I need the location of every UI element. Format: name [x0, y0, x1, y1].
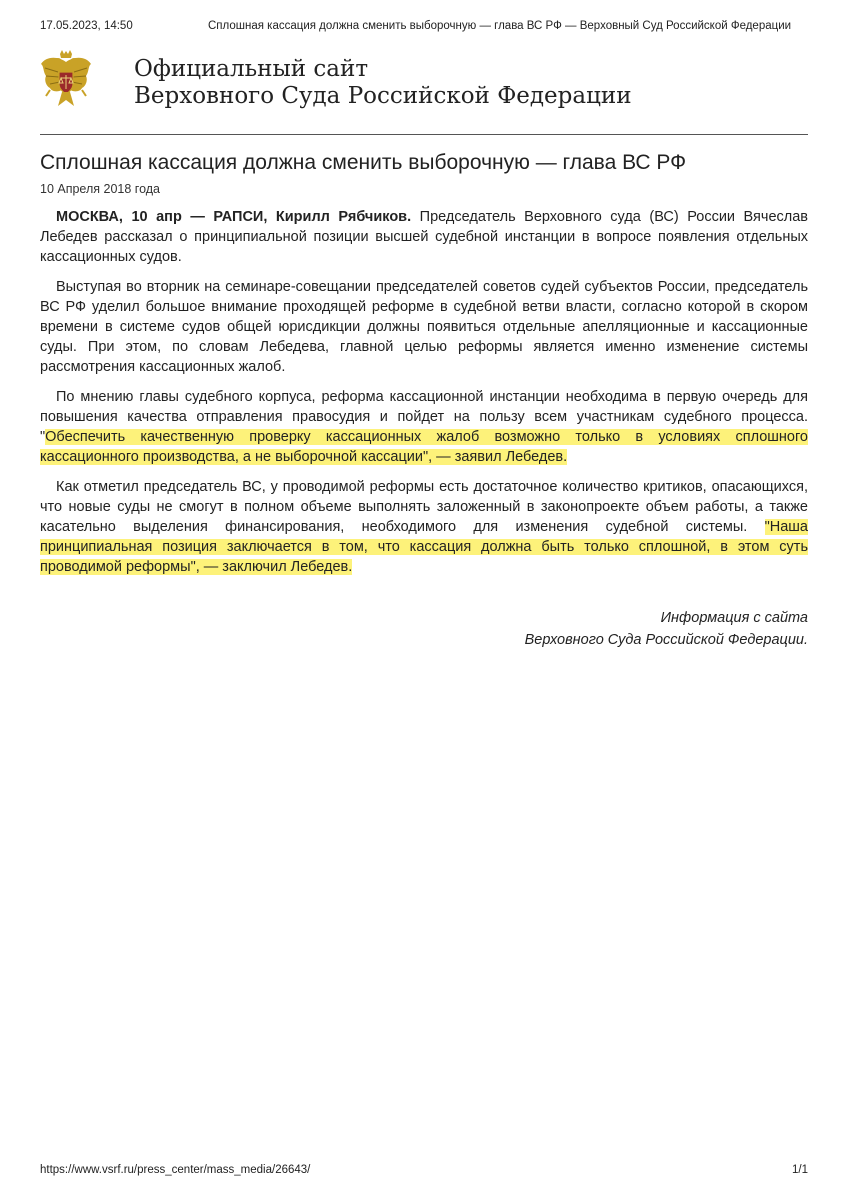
- coat-of-arms-icon: [40, 50, 92, 112]
- paragraph-1: [40, 207, 808, 267]
- paragraph-2: Выступая во вторник на семинаре-совещании председателей советов судей субъектов России, председатель ВС РФ уделил большое внимание проходящей реформе в судебной ветви власти, согласно которой в скором времени в системе судов общей юрисдикции должны появиться отдельные апелляционные и кассационные суды. При этом, по словам Лебедева, главной целью реформы является именно изменение системы рассмотрения кассационных жалоб.: [40, 279, 808, 375]
- highlighted-quote-1: Обеспечить качественную проверку кассационных жалоб возможно только в условиях сплошного кассационного производства, а не выборочной кассации", — заявил Лебедев.: [40, 429, 808, 465]
- print-datetime: 17.05.2023, 14:50: [40, 20, 133, 32]
- article-date: 10 Апреля 2018 года: [40, 182, 160, 196]
- paragraph-3-text: По мнению главы судебного корпуса, реформа кассационной инстанции необходима в первую очередь для повышения качества отправления правосудия и пойдет на пользу всем участникам судебного процесса. ": [40, 389, 808, 445]
- paragraph-1-text: Председатель Верховного суда (ВС) России Вячеслав Лебедев рассказал о принципиальной позиции высшей судебной инстанции в вопросе появления отдельных кассационных судов.: [40, 209, 809, 265]
- highlighted-quote-2: "Наша принципиальная позиция заключается в том, что кассация должна быть только сплошной, в этом суть проводимой реформы", — заключил Лебедев.: [40, 519, 808, 575]
- article-title: Сплошная кассация должна сменить выборочную — глава ВС РФ: [40, 151, 687, 174]
- paragraph-lead: МОСКВА, 10 апр — РАПСИ, Кирилл Рябчиков.: [56, 209, 412, 225]
- print-url: https://www.vsrf.ru/press_center/mass_media/26643/: [40, 1164, 311, 1176]
- source-note-line1: Информация с сайта: [660, 610, 808, 626]
- print-page-title: Сплошная кассация должна сменить выборочную — глава ВС РФ — Верховный Суд Российской Федерации: [208, 20, 792, 32]
- source-note-line2: Верховного Суда Российской Федерации.: [524, 632, 808, 648]
- print-page-number: 1/1: [792, 1164, 808, 1176]
- site-title: [134, 56, 632, 110]
- source-note: [525, 607, 808, 651]
- site-header: [40, 42, 808, 135]
- paragraph-4-text: Как отметил председатель ВС, у проводимой реформы есть достаточное количество критиков, опасающихся, что новые суды не смогут в полном объеме выполнять заложенный в законопроекте объем работы, а также касательно выделения финансирования, необходимого для изменения судебной системы.: [40, 479, 808, 535]
- site-title-line2: Верховного Суда Российской Федерации: [134, 83, 632, 109]
- print-footer: [40, 1164, 808, 1176]
- article-body: [40, 207, 808, 587]
- site-title-line1: Официальный сайт: [134, 56, 369, 82]
- print-header: [40, 20, 808, 32]
- paragraph-3: [40, 387, 808, 467]
- paragraph-4: [40, 477, 808, 577]
